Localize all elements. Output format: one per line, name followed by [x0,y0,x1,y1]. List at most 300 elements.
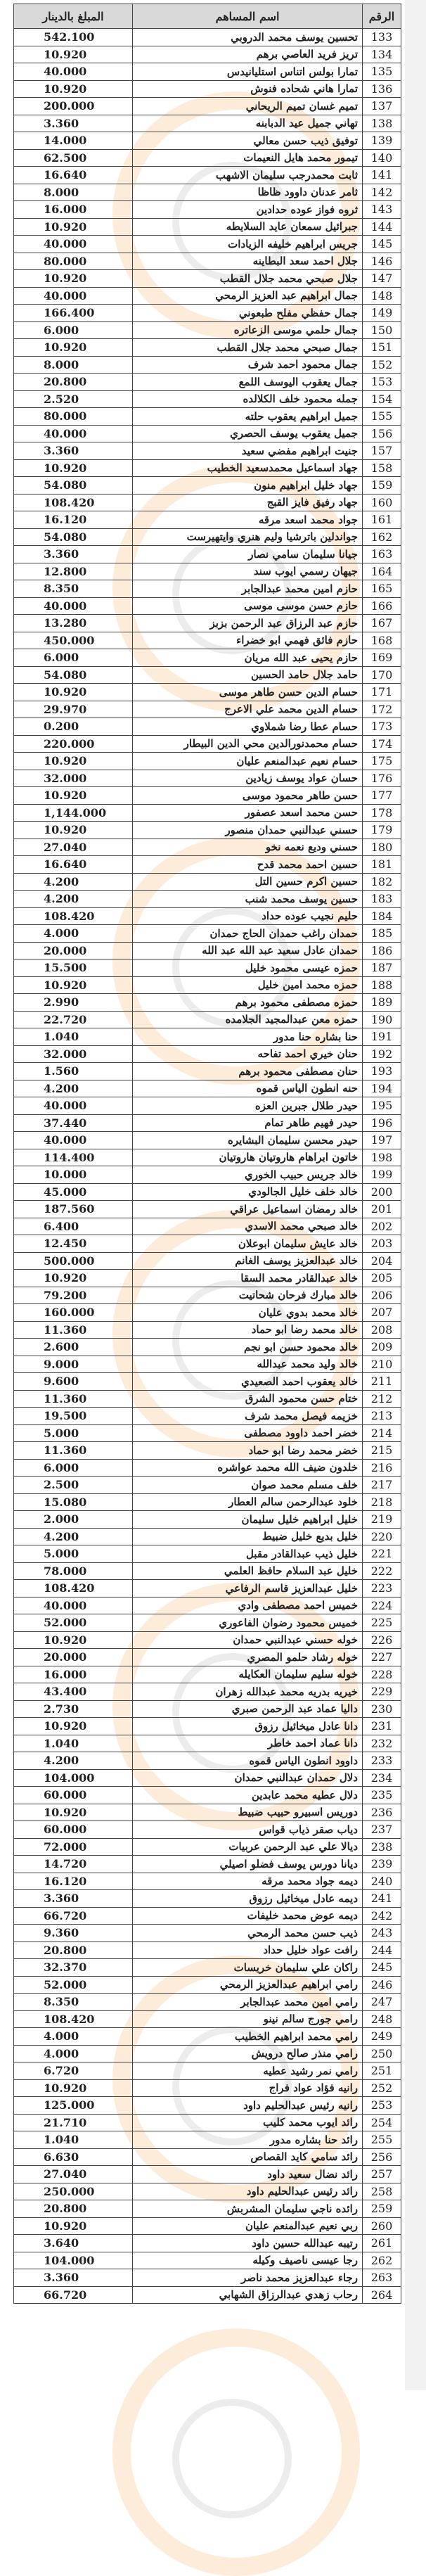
table-row [14,477,401,495]
table-row [14,1011,401,1028]
table-row [14,374,401,391]
shareholder-name: دلال عطيه محمد عابدين [133,1787,363,1804]
row-number: 183 [363,891,401,908]
row-number: 225 [363,1614,401,1632]
amount: 160.000 [14,1304,133,1322]
row-number: 231 [363,1718,401,1735]
amount: 10.920 [14,218,133,236]
amount: 108.420 [14,494,133,511]
row-number: 173 [363,718,401,736]
row-number: 230 [363,1700,401,1718]
table-row [14,1666,401,1683]
table-row [14,1528,401,1545]
amount: 0.200 [14,718,133,736]
table-row [14,132,401,150]
amount: 54.080 [14,528,133,546]
row-number: 259 [363,2200,401,2218]
row-number: 184 [363,907,401,925]
amount: 15.080 [14,1493,133,1511]
table-row [14,1959,401,1977]
table-row [14,1045,401,1063]
row-number: 179 [363,822,401,839]
table-row [14,925,401,943]
amount: 11.360 [14,1390,133,1408]
shareholder-name: خالد رمضان اسماعيل عراقي [133,1201,363,1218]
row-number: 160 [363,494,401,511]
table-row [14,1994,401,2011]
table-row [14,149,401,167]
shareholder-name: خليل ذيب عبدالقادر مقبل [133,1545,363,1563]
amount: 40.000 [14,425,133,442]
row-number: 182 [363,873,401,891]
row-number: 140 [363,149,401,167]
table-row [14,287,401,305]
shareholder-name: رائده ناجي سليمان المشربش [133,2200,363,2218]
amount: 10.920 [14,1631,133,1649]
shareholder-name: حيدر محسن سليمان البشايره [133,1132,363,1149]
shareholder-name: ذيب حسن محمد الرمحي [133,1925,363,1942]
row-number: 165 [363,580,401,598]
table-row [14,46,401,63]
amount: 52.000 [14,1614,133,1632]
row-number: 170 [363,666,401,684]
table-row [14,1287,401,1304]
amount: 32.000 [14,1045,133,1063]
shareholder-name: جمال محمود احمد شرف [133,356,363,374]
table-row [14,1511,401,1529]
amount: 78.000 [14,1562,133,1580]
row-number: 148 [363,287,401,305]
table-row [14,425,401,442]
amount: 16.120 [14,511,133,529]
amount: 22.720 [14,1011,133,1028]
amount: 54.080 [14,666,133,684]
table-row [14,959,401,977]
row-number: 226 [363,1631,401,1649]
shareholder-name: داليا عماد عبد الرحمن صبري [133,1700,363,1718]
shareholder-name: حسني وديع نعمه نخو [133,839,363,856]
table-row [14,718,401,736]
row-number: 227 [363,1649,401,1666]
table-row [14,1545,401,1563]
amount: 10.920 [14,2217,133,2235]
amount: 108.420 [14,1580,133,1598]
table-row [14,770,401,787]
shareholder-name: حسام محمدنورالدين محي الدين البيطار [133,735,363,753]
table-row [14,1424,401,1442]
shareholder-name: خالد عايش سليمان ابوعلان [133,1235,363,1253]
row-number: 251 [363,2062,401,2080]
amount: 1.040 [14,1028,133,1046]
row-number: 191 [363,1028,401,1046]
row-number: 243 [363,1925,401,1942]
row-number: 247 [363,1994,401,2011]
shareholder-name: حسين يوسف محمد شنب [133,891,363,908]
amount: 10.920 [14,80,133,98]
shareholder-name: تهاني جميل عيد الدبابنه [133,115,363,132]
shareholder-name: رائد ايوب محمد كليب [133,2114,363,2131]
shareholder-name: جيهان رسمي ايوب سند [133,563,363,580]
amount: 4.200 [14,891,133,908]
amount: 3.360 [14,1890,133,1908]
row-number: 254 [363,2114,401,2131]
row-number: 157 [363,442,401,460]
row-number: 145 [363,236,401,253]
shareholder-name: جنيت ابراهيم مفضي سعيد [133,442,363,460]
shareholder-name: خميس احمد مصطفى وادي [133,1597,363,1614]
amount: 2.990 [14,994,133,1012]
amount: 10.920 [14,339,133,357]
amount: 16.640 [14,167,133,184]
row-number: 153 [363,374,401,391]
amount: 10.920 [14,1804,133,1821]
row-number: 197 [363,1132,401,1149]
table-row [14,201,401,219]
row-number: 187 [363,959,401,977]
amount: 12.450 [14,1235,133,1253]
row-number: 253 [363,2097,401,2115]
table-row [14,1649,401,1666]
table-row [14,1408,401,1425]
row-number: 203 [363,1235,401,1253]
row-number: 213 [363,1408,401,1425]
table-row [14,1493,401,1511]
shareholder-name: خليل عبد السلام حافظ العلمي [133,1562,363,1580]
shareholder-name: خالد وليد محمد عبدالله [133,1356,363,1373]
row-number: 219 [363,1511,401,1529]
amount: 10.920 [14,46,133,63]
amount: 8.000 [14,356,133,374]
shareholder-name: خالد محمد رضا ابو حماد [133,1321,363,1339]
shareholder-name: ثامر عدنان داوود ظاظا [133,184,363,201]
table-row [14,873,401,891]
row-number: 252 [363,2079,401,2097]
amount: 11.360 [14,1442,133,1460]
row-number: 224 [363,1597,401,1614]
table-row [14,1149,401,1166]
shareholder-name: رائد حنا بشاره مدور [133,2131,363,2149]
shareholder-name: حازم امين محمد عبدالجابر [133,580,363,598]
row-number: 207 [363,1304,401,1322]
amount: 80.000 [14,253,133,270]
table-row [14,1631,401,1649]
shareholder-name: حنان خيري احمد تفاحه [133,1045,363,1063]
row-number: 164 [363,563,401,580]
amount: 6.000 [14,1459,133,1477]
row-number: 135 [363,63,401,81]
shareholder-name: خليل عبدالعزيز قاسم الرفاعي [133,1580,363,1598]
shareholder-name: حنان مصطفى محمود برهم [133,1063,363,1080]
table-row [14,321,401,339]
amount: 40.000 [14,236,133,253]
row-number: 151 [363,339,401,357]
row-number: 245 [363,1959,401,1977]
amount: 10.000 [14,1166,133,1184]
table-row [14,2286,401,2304]
table-row [14,546,401,563]
shareholder-name: دانا عادل ميخائيل رزوق [133,1718,363,1735]
amount: 60.000 [14,1821,133,1839]
amount: 6.000 [14,321,133,339]
shareholders-table [13,4,401,2304]
amount: 27.040 [14,2166,133,2183]
row-number: 175 [363,753,401,770]
shareholder-name: رامي امين محمد عبدالجابر [133,1994,363,2011]
shareholder-name: جميل ابراهيم يعقوب حلته [133,408,363,426]
shareholder-name: تحسين يوسف محمد الدروبي [133,29,363,46]
row-number: 159 [363,477,401,495]
row-number: 238 [363,1838,401,1856]
amount: 10.920 [14,787,133,805]
shareholder-name: تمارا هاني شحاده فنوش [133,80,363,98]
amount: 3.360 [14,442,133,460]
row-number: 233 [363,1752,401,1770]
table-row [14,167,401,184]
shareholder-name: خالد خلف خليل الجالودي [133,1183,363,1201]
table-row [14,2200,401,2218]
shareholder-name: ربي نعيم عبدالمنعم عليان [133,2217,363,2235]
table-row [14,98,401,115]
row-number: 200 [363,1183,401,1201]
amount: 10.920 [14,976,133,994]
amount: 20.800 [14,2200,133,2218]
table-row [14,1166,401,1184]
shareholder-name: جمال يعقوب اليوسف اللمع [133,374,363,391]
table-row [14,2114,401,2131]
table-row [14,649,401,667]
shareholder-name: جهاد اسماعيل محمدسعيد الخطيب [133,459,363,477]
shareholder-name: حمزه محمد امين خليل [133,976,363,994]
table-row [14,528,401,546]
table-row [14,1976,401,1994]
shareholder-name: رحاب زهدي عبدالرزاق الشهابي [133,2286,363,2304]
shareholder-name: جبرائيل سمعان عايد السلايطه [133,218,363,236]
row-number: 198 [363,1149,401,1166]
table-row [14,1683,401,1701]
table-row [14,1700,401,1718]
shareholder-name: حسان عواد يوسف زيادين [133,770,363,787]
shareholder-name: رافت عواد خليل حداد [133,1941,363,1959]
row-number: 234 [363,1769,401,1787]
amount: 20.000 [14,1649,133,1666]
shareholder-name: حمزه معن عبدالمجيد الجلامده [133,1011,363,1028]
amount: 2.500 [14,1477,133,1494]
shareholder-name: دانا عماد احمد خاطر [133,1735,363,1752]
row-number: 263 [363,2269,401,2287]
table-row [14,390,401,408]
shareholder-name: خضر محمد رضا ابو حماد [133,1442,363,1460]
amount: 43.400 [14,1683,133,1701]
amount: 27.040 [14,839,133,856]
table-row [14,597,401,615]
shareholder-name: رامي جورج سالم نينو [133,2010,363,2028]
table-row [14,1201,401,1218]
amount: 16.640 [14,856,133,874]
row-number: 210 [363,1356,401,1373]
shareholder-name: دوريس اسبيرو حبيب ضبيط [133,1804,363,1821]
amount: 16.000 [14,201,133,219]
header-name: اسم المساهم [133,4,363,29]
shareholder-name: حازم يحيى عبد الله مريان [133,649,363,667]
row-number: 152 [363,356,401,374]
table-row [14,1442,401,1460]
amount: 250.000 [14,2183,133,2200]
row-number: 192 [363,1045,401,1063]
amount: 60.000 [14,1787,133,1804]
row-number: 188 [363,976,401,994]
table-row [14,2183,401,2200]
amount: 4.200 [14,873,133,891]
shareholder-name: رامي ابراهيم عبدالعزيز الرمحي [133,1976,363,1994]
table-row [14,907,401,925]
row-number: 158 [363,459,401,477]
shareholder-name: حنا بشاره حنا مدور [133,1028,363,1046]
amount: 8.350 [14,580,133,598]
shareholder-name: خوله سليم سليمان العكايله [133,1666,363,1683]
row-number: 181 [363,856,401,874]
table-header [14,4,401,29]
shareholder-name: حمزه مصطفى محمود برهم [133,994,363,1012]
row-number: 150 [363,321,401,339]
row-number: 201 [363,1201,401,1218]
shareholder-name: جمال حفظي مفلح طبعوني [133,305,363,322]
shareholder-name: خوله رشاد حلمو المصري [133,1649,363,1666]
shareholder-name: حسن محمد اسعد عصفور [133,804,363,822]
row-number: 239 [363,1856,401,1873]
shareholder-name: جمال حلمي موسى الزعاتره [133,321,363,339]
table-row [14,1562,401,1580]
table-row [14,1856,401,1873]
shareholder-name: ختام حسن محمود الشرق [133,1390,363,1408]
shareholder-name: حمدان راغب حمدان الحاج حمدان [133,925,363,943]
amount: 4.000 [14,2045,133,2062]
shareholder-name: حازم عبد الرزاق عبد الرحمن بزبز [133,615,363,632]
amount: 16.000 [14,1666,133,1683]
shareholder-name: خالد مبارك فرحان شحاتيت [133,1287,363,1304]
row-number: 237 [363,1821,401,1839]
amount: 40.000 [14,597,133,615]
amount: 10.920 [14,1718,133,1735]
table-row [14,1028,401,1046]
amount: 52.000 [14,1976,133,1994]
row-number: 154 [363,390,401,408]
amount: 20.800 [14,1941,133,1959]
amount: 6.000 [14,649,133,667]
table-row [14,1477,401,1494]
row-number: 256 [363,2148,401,2166]
row-number: 248 [363,2010,401,2028]
shareholder-name: حسن طاهر محمود موسى [133,787,363,805]
shareholder-name: ديمه عادل ميخائيل رزوق [133,1890,363,1908]
row-number: 216 [363,1459,401,1477]
table-row [14,1735,401,1752]
shareholder-name: جهاد رفيق فايز القبج [133,494,363,511]
amount: 3.360 [14,2269,133,2287]
shareholder-name: خلدون ضيف الله محمد عواشره [133,1459,363,1477]
table-row [14,563,401,580]
amount: 187.560 [14,1201,133,1218]
shareholder-name: خالد عبدالعزيز يوسف الغانم [133,1252,363,1270]
row-number: 176 [363,770,401,787]
row-number: 139 [363,132,401,150]
row-number: 147 [363,270,401,288]
row-number: 134 [363,46,401,63]
row-number: 189 [363,994,401,1012]
shareholder-name: رجا عيسى ناصيف وكيله [133,2252,363,2269]
table-row [14,632,401,649]
amount: 2.520 [14,390,133,408]
shareholder-name: رائد رئيس عبدالحليم داود [133,2183,363,2200]
shareholder-name: حازم حسن موسى موسى [133,597,363,615]
table-row [14,1218,401,1235]
amount: 40.000 [14,287,133,305]
shareholder-name: حنه انطون الياس قموه [133,1080,363,1097]
row-number: 209 [363,1339,401,1356]
row-number: 149 [363,305,401,322]
row-number: 172 [363,701,401,718]
table-row [14,942,401,959]
amount: 6.400 [14,1218,133,1235]
amount: 19.500 [14,1408,133,1425]
table-row [14,115,401,132]
row-number: 174 [363,735,401,753]
amount: 10.920 [14,270,133,288]
row-number: 199 [363,1166,401,1184]
shareholder-name: داوود انطون الياس قموه [133,1752,363,1770]
table-row [14,822,401,839]
shareholder-name: جمال صبحي محمد جلال القطب [133,339,363,357]
amount: 9.600 [14,1373,133,1391]
table-row [14,1132,401,1149]
table-row [14,2097,401,2115]
table-row [14,1321,401,1339]
amount: 220.000 [14,735,133,753]
row-number: 229 [363,1683,401,1701]
shareholder-name: حازم فائق فهمي ابو خضراء [133,632,363,649]
shareholder-name: حيدر فهيم طاهر تمام [133,1114,363,1132]
table-row [14,1873,401,1890]
shareholder-name: جميل يعقوب يوسف الحصري [133,425,363,442]
shareholder-name: خليل بديع خليل ضبيط [133,1528,363,1545]
shareholder-name: خزيمه فيصل محمد شرف [133,1408,363,1425]
shareholder-name: تريز فريد العاصي برهم [133,46,363,63]
table-row [14,2010,401,2028]
table-row [14,1718,401,1735]
row-number: 217 [363,1477,401,1494]
row-number: 215 [363,1442,401,1460]
row-number: 136 [363,80,401,98]
amount: 3.360 [14,115,133,132]
row-number: 190 [363,1011,401,1028]
row-number: 208 [363,1321,401,1339]
amount: 2.000 [14,1511,133,1529]
row-number: 212 [363,1390,401,1408]
table-row [14,1459,401,1477]
amount: 500.000 [14,1252,133,1270]
amount: 10.920 [14,1270,133,1287]
shareholder-name: جواندلين باترشيا وليم هنري وايتهيرست [133,528,363,546]
row-number: 167 [363,615,401,632]
shareholder-name: حمدان عادل سعيد عبد الله عبد الله [133,942,363,959]
amount: 62.500 [14,149,133,167]
shareholder-name: حسام عطا رضا شملاوي [133,718,363,736]
row-number: 206 [363,1287,401,1304]
table-row [14,1907,401,1925]
row-number: 202 [363,1218,401,1235]
amount: 8.350 [14,1994,133,2011]
table-row [14,994,401,1012]
amount: 40.000 [14,1097,133,1115]
